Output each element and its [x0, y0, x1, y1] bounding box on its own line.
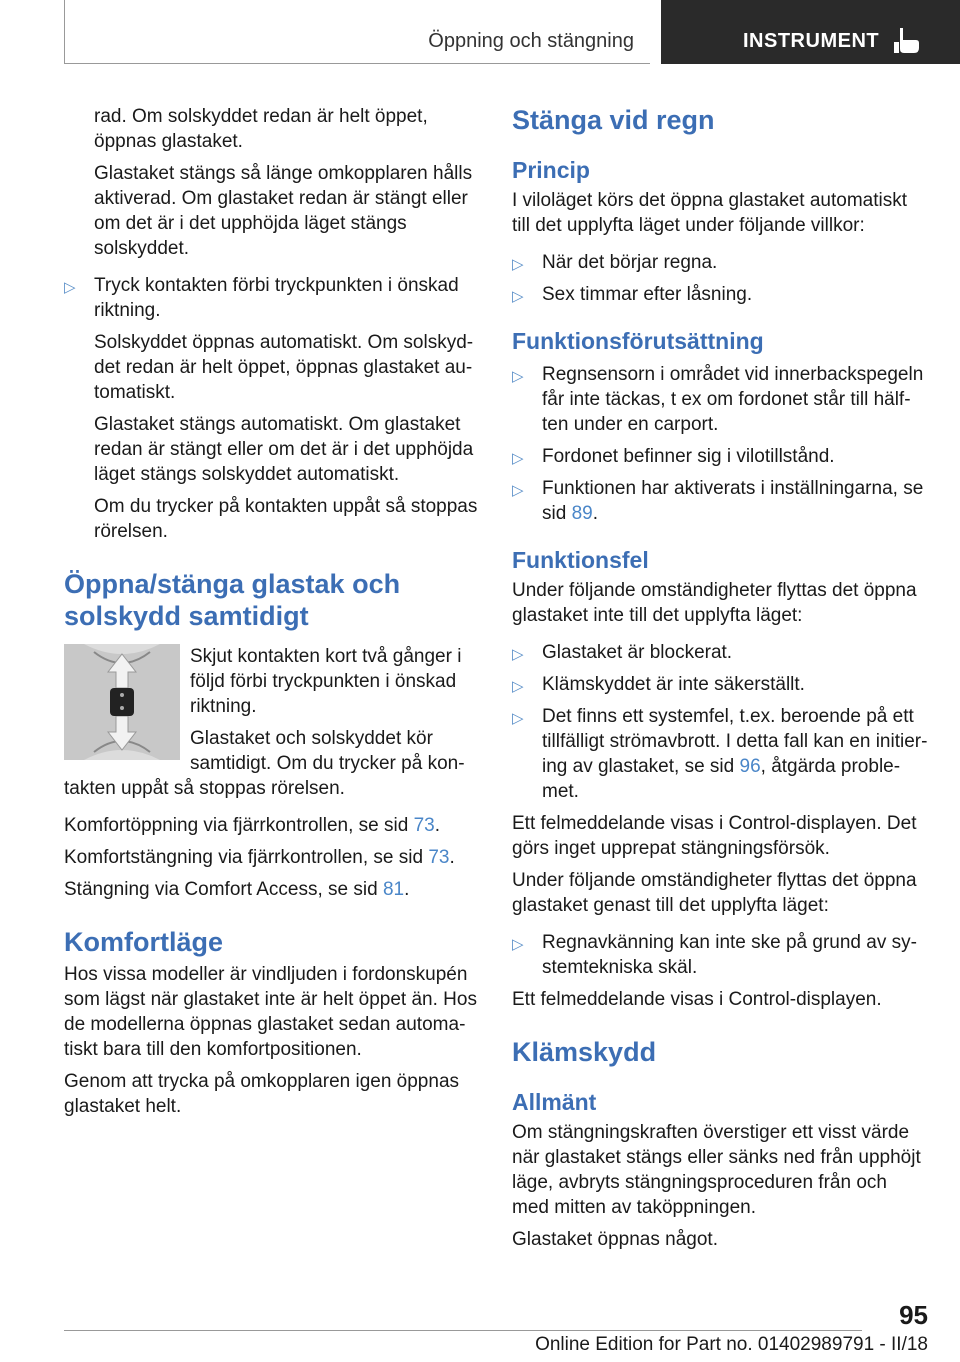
subsection-heading: Funktionsfel	[512, 547, 649, 573]
list-item: ▷ Klämskyddet är inte säkerställt.	[512, 672, 928, 697]
paragraph: Stängning via Comfort Access, se sid 81.	[64, 879, 410, 900]
section-heading: Klämskydd	[512, 1037, 657, 1067]
bullet-triangle-icon: ▷	[512, 678, 524, 695]
paragraph: Om stängningskraften överstiger ett visst värde när glastaket stängs eller sänks ned från upphöjt läge, avbryts stängningsproceduren från och med mitten av taköppningen.	[512, 1122, 921, 1218]
paragraph: Glastaket och solskyddet kör samtidigt. Om du trycker på kontakten uppåt så stoppas rörelsen.	[64, 728, 465, 799]
paragraph: Ett felmeddelande visas i Control-displayen.	[512, 989, 882, 1010]
list-item: ▷ Det finns ett systemfel, t.ex. beroende på ett tillfälligt strömavbrott. I detta fall kan en initiering av glastaket, se sid 96, åtgärda problemet.	[512, 706, 928, 802]
bullet-triangle-icon: ▷	[512, 368, 524, 385]
list-item: ▷ Funktionen har aktiverats i inställningarna, se sid 89.	[512, 478, 924, 524]
page-number: 95	[899, 1300, 928, 1330]
paragraph: Genom att trycka på omkopplaren igen öppnas glastaket helt.	[64, 1071, 460, 1117]
list-item: ▷ Fordonet befinner sig i vilotillstånd.	[512, 444, 928, 469]
paragraph: I viloläget körs det öppna glastaket automatiskt till det upplyfta läget under följande villkor:	[512, 190, 908, 236]
bullet-triangle-icon: ▷	[512, 646, 524, 663]
bullet-triangle-icon: ▷	[512, 256, 524, 273]
paragraph: Komfortstängning via fjärrkontrollen, se sid 73.	[64, 847, 455, 868]
figure-block	[64, 644, 484, 801]
left-column	[64, 104, 484, 1119]
page-link[interactable]: 96	[739, 756, 761, 777]
page-link[interactable]: 81	[382, 879, 405, 900]
right-column	[512, 104, 928, 1252]
header-section	[64, 0, 650, 64]
bullet-triangle-icon: ▷	[512, 710, 524, 727]
paragraph: Glastaket stängs automatiskt. Om glastaket redan är stängt eller om det är i det upphöjda läget stängs solskyddet automatiskt.	[94, 414, 474, 485]
list-item: ▷ Glastaket är blockerat.	[512, 640, 928, 665]
section-heading: Öppna/stänga glastak och solskydd samtidigt	[64, 569, 401, 631]
paragraph: Under följande omständigheter flyttas det öppna glastaket inte till det upplyfta läget:	[512, 580, 917, 626]
paragraph: Solskyddet öppnas automatiskt. Om solskyddet redan är helt öppet, öppnas glastaket automatiskt.	[94, 332, 474, 403]
paragraph: Glastaket öppnas något.	[512, 1229, 718, 1250]
page-link[interactable]: 73	[413, 815, 435, 836]
list-item: ▷ Sex timmar efter låsning.	[512, 282, 928, 307]
header-tab[interactable]	[661, 0, 960, 64]
subsection-heading: Allmänt	[512, 1089, 597, 1115]
edition-text: Online Edition for Part no. 01402989791 - II/18	[535, 1334, 928, 1355]
switch-image	[64, 644, 180, 760]
paragraph: Om du trycker på kontakten uppåt så stoppas rörelsen.	[94, 496, 478, 542]
list-item: ▷ Regnsensorn i området vid innerbackspegeln får inte täckas, t ex om fordonet står till hälften under en carport.	[512, 364, 924, 435]
bullet-triangle-icon: ▷	[512, 450, 524, 467]
page-link[interactable]: 89	[571, 503, 593, 524]
paragraph: Skjut kontakten kort två gånger i följd förbi tryckpunkten i önskad riktning.	[190, 646, 462, 717]
bullet-triangle-icon: ▷	[512, 288, 524, 305]
pointing-hand-icon	[894, 26, 920, 54]
paragraph: Komfortöppning via fjärrkontrollen, se sid 73.	[64, 815, 440, 836]
sunroof-switch-icon	[64, 644, 180, 760]
section-heading: Stänga vid regn	[512, 105, 715, 135]
bullet-text: Tryck kontakten förbi tryckpunkten i önskad riktning.	[94, 275, 459, 321]
paragraph: Under följande omständigheter flyttas det öppna glastaket genast till det upplyfta läget:	[512, 870, 917, 916]
paragraph: Glastaket stängs så länge omkopplaren hålls aktiverad. Om glastaket redan är stängt eller om det är i det upphöjda läget stängs solskyddet.	[94, 163, 473, 259]
bullet-triangle-icon: ▷	[512, 482, 524, 499]
paragraph: Ett felmeddelande visas i Control-displayen. Det görs inget upprepat stängningsförsök.	[512, 813, 917, 859]
paragraph: Hos vissa modeller är vindljuden i fordonskupén som lägst när glastaket inte är helt öppet än. Hos de modellerna öppnas glastaket sedan automatiskt bara till den komfortpositionen.	[64, 964, 477, 1060]
section-title: Öppning och stängning	[428, 30, 634, 52]
tab-title: INSTRUMENT	[743, 30, 880, 52]
list-item: ▷ Regnavkänning kan inte ske på grund av systemtekniska skäl.	[512, 932, 917, 978]
paragraph: rad. Om solskyddet redan är helt öppet, öppnas glastaket.	[94, 106, 428, 152]
list-item	[64, 273, 484, 323]
footer-divider	[64, 1330, 862, 1331]
bullet-triangle-icon: ▷	[64, 279, 76, 296]
bullet-triangle-icon: ▷	[512, 936, 524, 953]
subsection-heading: Princip	[512, 157, 590, 183]
page-link[interactable]: 73	[428, 847, 450, 868]
subsection-heading: Funktionsförutsättning	[512, 328, 764, 354]
list-item: ▷ När det börjar regna.	[512, 250, 928, 275]
section-heading: Komfortläge	[64, 927, 224, 957]
